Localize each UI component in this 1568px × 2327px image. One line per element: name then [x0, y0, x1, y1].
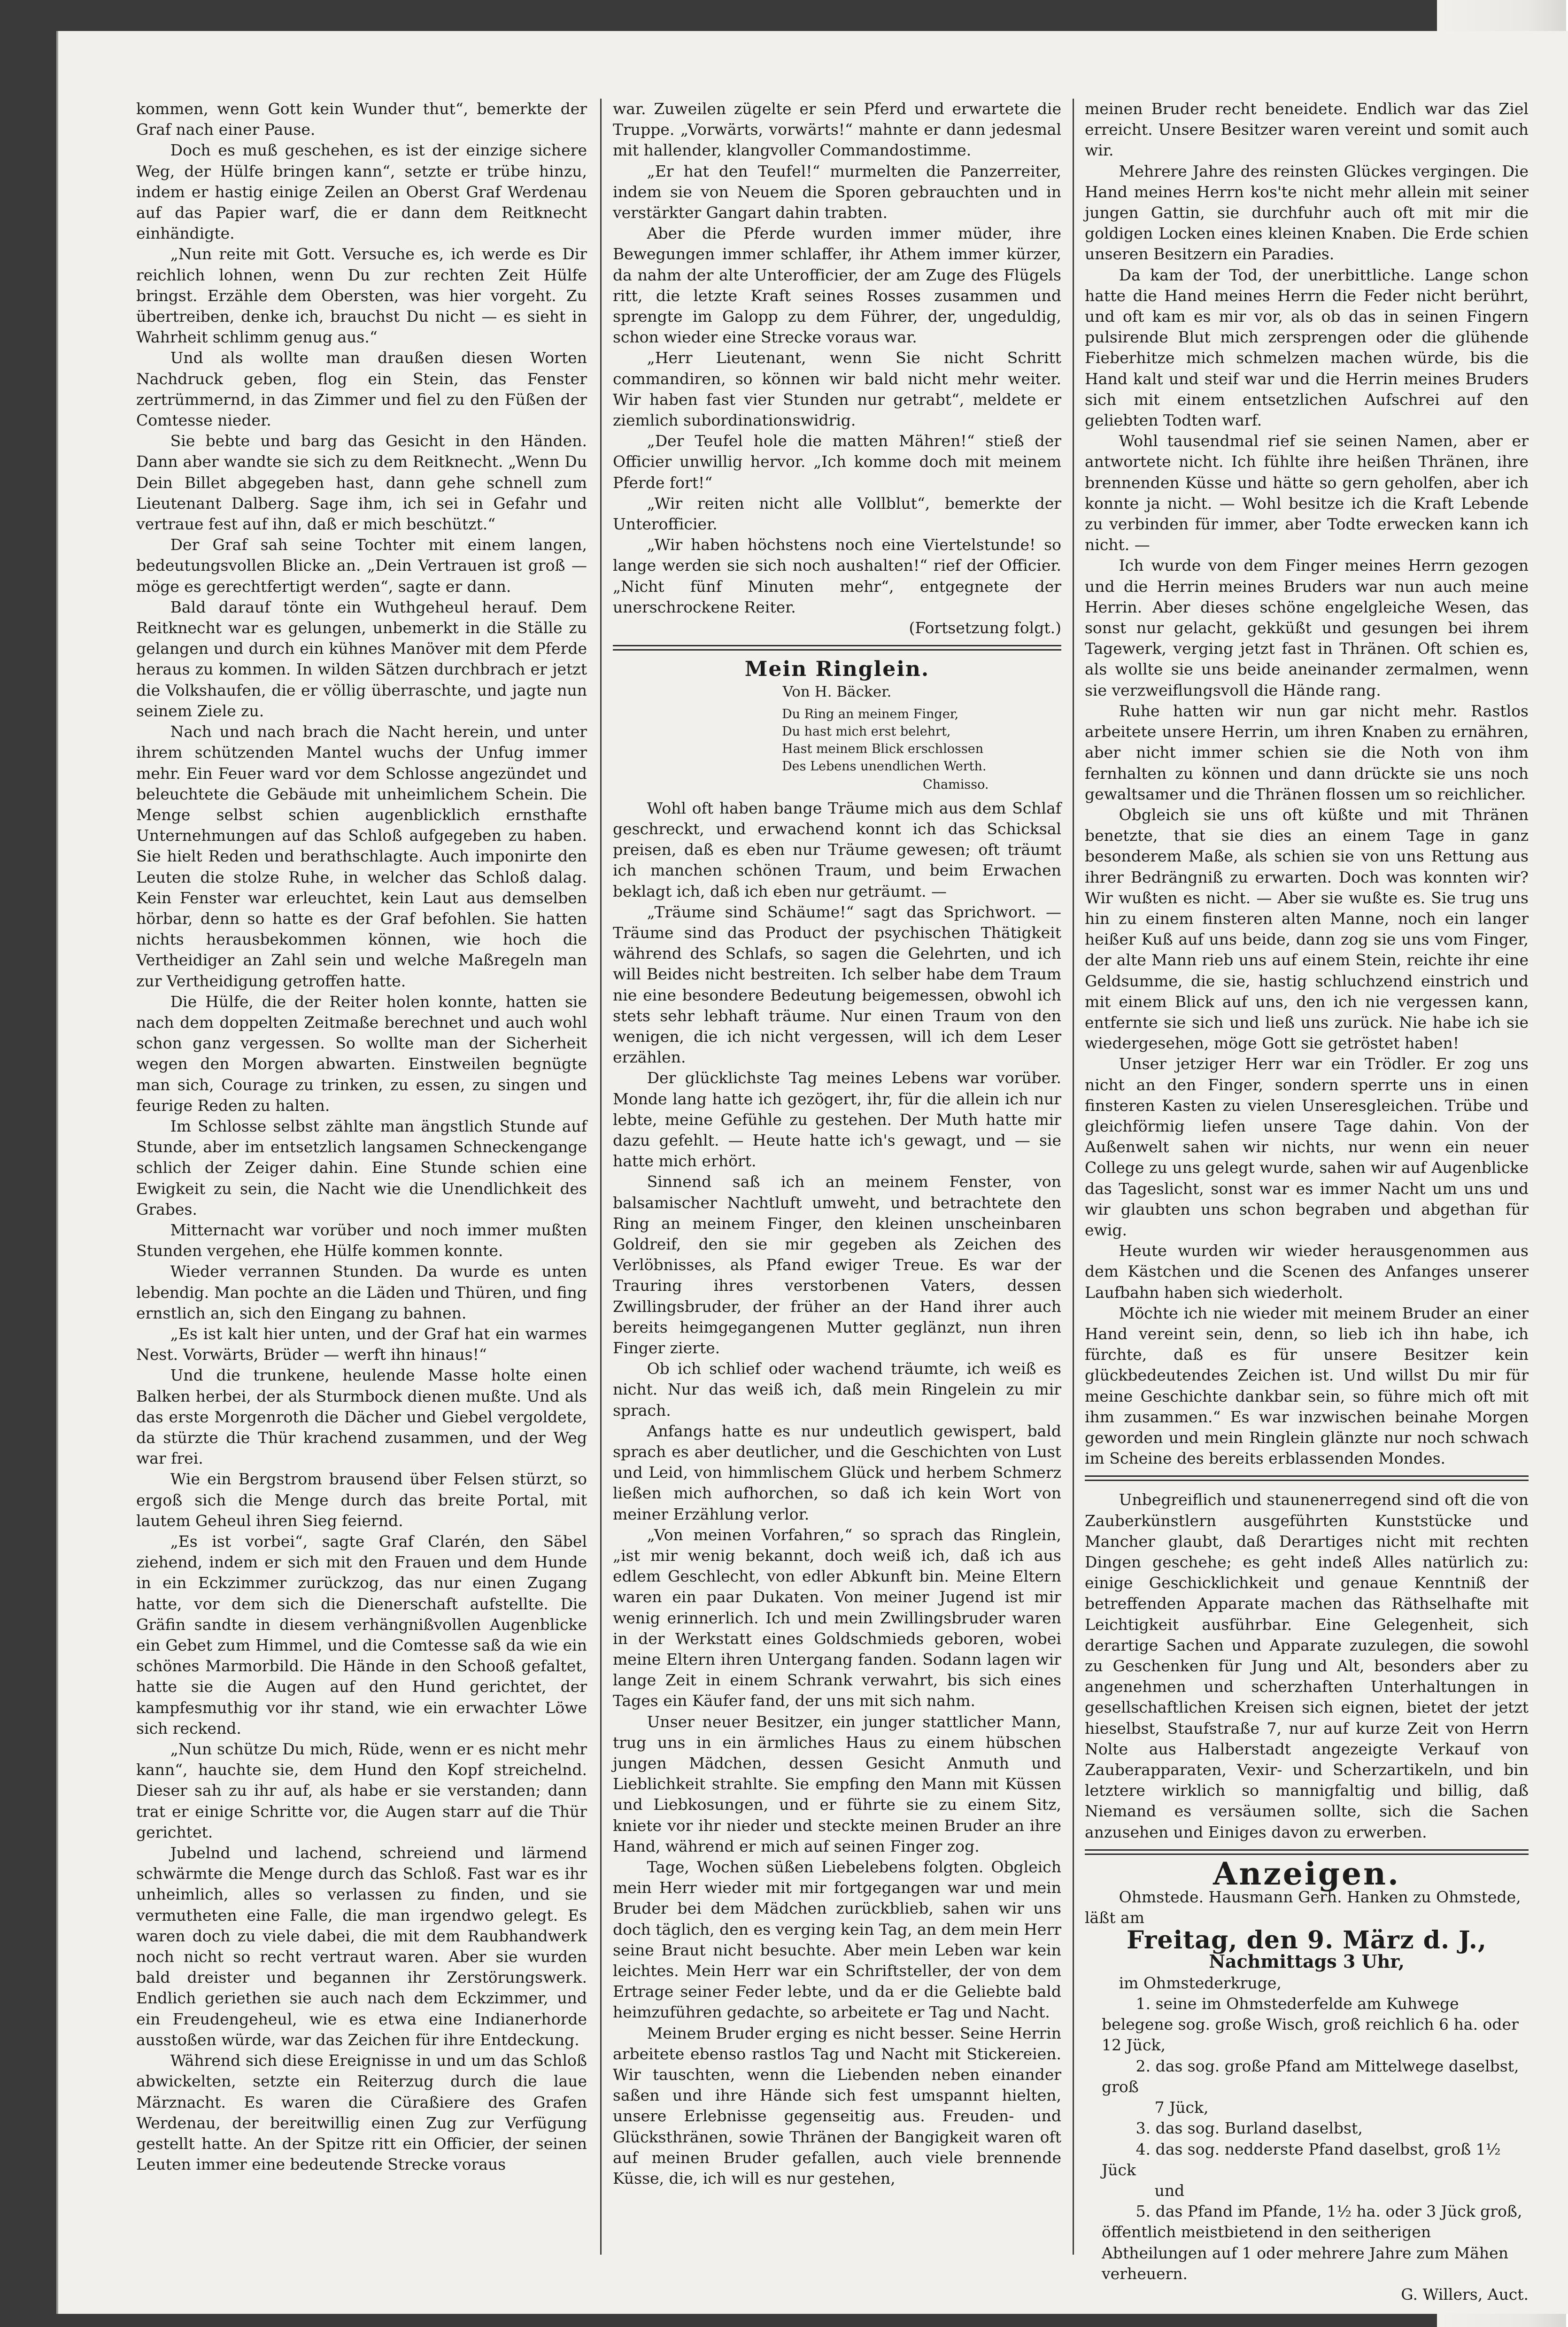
column-rule-right [1073, 99, 1074, 2255]
paragraph: „Herr Lieutenant, wenn Sie nicht Schritt commandiren, so können wir bald nicht mehr weiter. Wir haben fast vier Stunden nur getrabt“, meldete er ziemlich subordinationswidrig. [613, 349, 1061, 430]
ad-item-continuation: und [1154, 2181, 1185, 2200]
right-column [1085, 99, 1529, 2304]
paragraph: „Der Teufel hole die matten Mähren!“ stieß der Officier unwillig hervor. „Ich komme doch mit meinem Pferde fort!“ [613, 432, 1061, 492]
ads-heading: Anzeigen. [1213, 1855, 1400, 1892]
ad-signature: G. Willers, Auct. [1401, 2285, 1529, 2304]
ad-item: 2. das sog. große Pfand am Mittelwege daselbst, groß [1102, 2056, 1519, 2096]
paragraph: Mitternacht war vorüber und noch immer mußten Stunden vergehen, ehe Hülfe kommen konnte. [136, 1220, 587, 1260]
continuation-note [613, 618, 1061, 638]
ad-date: Freitag, den 9. März d. J., [1127, 1926, 1487, 1955]
ad-time: Nachmittags 3 Uhr, [1209, 1950, 1405, 1972]
notice-paragraph: Unbegreiflich und staunenerregend sind oft die von Zauberkünstlern ausgeführten Kunststücke und Mancher glaubt, daß Derartiges nicht mit rechten Dingen geschehe; es geht indeß Alles natürlich zu: einige Geschicklichkeit und genaue Kenntniß der betreffenden Apparate machen das Räthselhafte mit Leichtigkeit ausführbar. Eine Gelegenheit, sich derartige Sachen und Apparate zuzulegen, die sowohl zu Geschenken für Jung und Alt, besonders aber zu angenehmen und scherzhaften Unterhaltungen in gesellschaftlichen Kreisen sich eignen, bietet der jetzt hieselbst, Staufstraße 7, nur auf kurze Zeit von Herrn Nolte aus Halberstadt angezeigte Verkauf von Zauberapparaten, Vexir- und Scherzartikeln, und bin letztere wirklich so mannigfaltig und billig, daß Niemand es versäumen sollte, sich die Sachen anzusehen und Einiges davon zu erwerben. [1085, 1490, 1529, 1841]
paragraph: „Träume sind Schäume!“ sagt das Sprichwort. — Träume sind das Product der psychischen Thätigkeit während des Schlafs, so sagen die Gelehrten, und ich will Beides nicht bestreiten. Ich selber habe dem Traum nie eine besondere Bedeutung beigemessen, obwohl ich stets sehr lebhaft träume. Nur einen Traum von den wenigen, die ich nicht vergessen, will ich dem Leser erzählen. [613, 902, 1061, 1067]
paragraph: Wohl oft haben bange Träume mich aus dem Schlaf geschreckt, und erwachend konnt ich das Schicksal preisen, daß es eben nur Träume gewesen; oft träumt ich manchen schönen Traum, und beim Erwachen beklagt ich, daß ich eben nur geträumt. — [613, 799, 1061, 900]
column-rule-left [600, 99, 602, 2255]
paragraph: Möchte ich nie wieder mit meinem Bruder an einer Hand vereint sein, denn, so lieb ich ihn habe, ich fürchte, daß es für unsere Besitzer kein glückbedeutendes Zeichen ist. Und willst Du mir für meine Geschichte dankbar sein, so führe mich oft mit ihm zusammen.“ Es war inzwischen beinahe Morgen geworden und mein Ringlein glänzte nur noch schwach im Scheine des bereits erblassenden Mondes. [1085, 1303, 1529, 1468]
paragraph: „Er hat den Teufel!“ murmelten die Panzerreiter, indem sie von Neuem die Sporen gebrauchten und in verstärkter Gangart dahin trabten. [613, 162, 1061, 222]
paragraph: Heute wurden wir wieder herausgenommen aus dem Kästchen und die Scenen des Anfanges unserer Laufbahn haben sich wiederholt. [1085, 1241, 1529, 1302]
paragraph: Sie bebte und barg das Gesicht in den Händen. Dann aber wandte sie sich zu dem Reitknecht. „Wenn Du Dein Billet abgegeben hast, dann gehe schnell zum Lieutenant Dalberg. Sage ihm, ich sei in Gefahr und vertraue fest auf ihn, daß er mich beschützt.“ [136, 432, 587, 534]
left-column [136, 99, 587, 2255]
epigraph-line: Hast meinem Blick erschlossen [782, 741, 984, 756]
paragraph: Bald darauf tönte ein Wuthgeheul herauf. Dem Reitknecht war es gelungen, unbemerkt in die Ställe zu gelangen und durch ein kühnes Manöver mit dem Pferde heraus zu kommen. In wilden Sätzen durchbrach er jetzt die Volkshaufen, die er völlig überraschte, und jagte nun seinem Ziele zu. [136, 597, 587, 720]
paragraph: Und als wollte man draußen diesen Worten Nachdruck geben, flog ein Stein, das Fenster zertrümmernd, in das Zimmer und fiel zu den Füßen der Comtesse nieder. [136, 349, 587, 430]
paragraph: Unser neuer Besitzer, ein junger stattlicher Mann, trug uns in ein ärmliches Haus zu einem hübschen jungen Mädchen, dessen Gesicht Anmuth und Lieblichkeit strahlte. Sie empfing den Mann mit Küssen und Liebkosungen, und er führte sie zu einem Sitz, kniete vor ihr nieder und steckte meinen Bruder an ihre Hand, während er mich auf seinen Finger zog. [613, 1712, 1061, 1855]
ad-item: 4. das sog. nedderste Pfand daselbst, groß 1½ Jück [1102, 2140, 1501, 2179]
epigraph-line: Du hast mich erst belehrt, [782, 724, 951, 739]
section-divider [1085, 1849, 1529, 1855]
paragraph: Unser jetziger Herr war ein Trödler. Er zog uns nicht an den Finger, sondern sperrte uns in einen finsteren Kasten zu vielen Unseresgleichen. Trübe und gleichförmig liefen unsere Tage dahin. Von der Außenwelt sahen wir nichts, nur wenn ein neuer College zu uns gelegt wurde, sahen wir auf Augenblicke das Tageslicht, sonst war es immer Nacht um uns und wir glaubten uns schon begraben und abgethan für ewig. [1085, 1055, 1529, 1239]
paragraph: Obgleich sie uns oft küßte und mit Thränen benetzte, that sie dies an einem Tage in ganz besonderem Maße, als schien sie von uns Rettung aus ihrer Bedrängniß zu erwarten. Doch was konnten wir? Wir wußten es nicht. — Aber sie wußte es. Sie trug uns hin zu einem finsteren alten Manne, noch ein langer heißer Kuß auf uns beide, dann zog sie uns vom Finger, der alte Mann rieb uns auf einem Stein, reichte ihr eine Geldsumme, die sie, hastig schluchzend einstrich und mit einem Blick auf uns, den ich nie vergessen kann, entfernte sie sich und ließ uns zurück. Nie habe ich sie wiedergesehen, möge Gott sie getröstet haben! [1085, 805, 1529, 1053]
paragraph: Wohl tausendmal rief sie seinen Namen, aber er antwortete nicht. Ich fühlte ihre heißen Thränen, ihre brennenden Küsse und hätte so gern geholfen, aber ich konnte ja nicht. — Wohl besitze ich die Kraft Lebende zu verbinden für immer, aber Todte erwecken kann ich nicht. — [1085, 432, 1529, 554]
paragraph: Ruhe hatten wir nun gar nicht mehr. Rastlos arbeitete unsere Herrin, um ihren Knaben zu ernähren, aber nicht immer schien sie die Noth von ihm fernhalten zu können und dann drückte sie uns noch gewaltsamer und die Thränen flossen um so reichlicher. [1085, 701, 1529, 803]
section-divider [613, 645, 1061, 651]
paragraph: „Nun reite mit Gott. Versuche es, ich werde es Dir reichlich lohnen, wenn Du zur rechten Zeit Hülfe bringst. Erzähle dem Obersten, was hier vorgeht. Zu übertreiben, denke ich, brauchst Du nicht — es sieht in Wahrheit schlimm genug aus.“ [136, 245, 587, 347]
paragraph: Im Schlosse selbst zählte man ängstlich Stunde auf Stunde, aber im entsetzlich langsamen Schneckengange schlich der Zeiger dahin. Eine Stunde schien eine Ewigkeit zu sein, die Nacht wie die Unendlichkeit des Grabes. [136, 1117, 587, 1218]
epigraph [782, 706, 1061, 775]
middle-column [613, 99, 1061, 2255]
paragraph: Wie ein Bergstrom brausend über Felsen stürzt, so ergoß sich die Menge durch das breite Portal, mit lautem Geheul ihren Sieg feiernd. [136, 1470, 587, 1530]
paragraph: Anfangs hatte es nur undeutlich gewispert, bald sprach es aber deutlicher, und die Geschichten von Lust und Leid, von himmlischem Glück und herbem Schmerz ließen mich aufhorchen, so daß ich kein Wort von meiner Erzählung verlor. [613, 1421, 1061, 1523]
ad-item: 3. das sog. Burland daselbst, [1135, 2119, 1363, 2138]
paragraph: „Es ist vorbei“, sagte Graf Clarén, den Säbel ziehend, indem er sich mit den Frauen und dem Hunde in ein Eckzimmer zurückzog, das nur einen Zugang hatte, vor dem sich die Dienerschaft aufstellte. Die Gräfin sandte in diesem verhängnißvollen Augenblicke ein Gebet zum Himmel, und die Comtesse saß da wie ein schönes Marmorbild. Die Hände in den Schooß gefaltet, hatte sie die Augen auf den Hund gerichtet, der kampfesmuthig vor ihr stand, wie ein erwachter Löwe sich reckend. [136, 1532, 587, 1737]
ad-intro: Ohmstede. Hausmann Gerh. Hanken zu Ohmstede, läßt am [1085, 1888, 1521, 1927]
ad-item: 1. seine im Ohmstederfelde am Kuhwege belegene sog. große Wisch, groß reichlich 6 ha. oder 12 Jück, [1102, 1994, 1519, 2055]
paragraph: „Wir haben höchstens noch eine Viertelstunde! so lange werden sie sich noch aushalten!“ rief der Officier. „Nicht fünf Minuten mehr“, entgegnete der unerschrockene Reiter. [613, 535, 1061, 616]
paragraph: Mehrere Jahre des reinsten Glückes vergingen. Die Hand meines Herrn kos'te nicht mehr allein mit seiner jungen Gattin, sie durchfuhr auch oft mit mir die goldigen Locken eines kleinen Knaben. Die Erde schien unseren Besitzern ein Paradies. [1085, 162, 1529, 264]
paragraph: war. Zuweilen zügelte er sein Pferd und erwartete die Truppe. „Vorwärts, vorwärts!“ mahnte er dann jedesmal mit hallender, klangvoller Commandostimme. [613, 100, 1061, 160]
paragraph: Da kam der Tod, der unerbittliche. Lange schon hatte die Hand meines Herrn die Feder nicht berührt, und oft kam es mir vor, als ob das in seinen Fingern pulsirende Blut mich zersprengen oder die glühende Fieberhitze mich schmelzen machen würde, bis die Hand kalt und steif war und die Herrin meines Bruders sich mit einem entsetzlichen Aufschrei auf den geliebten Todten warf. [1085, 265, 1529, 430]
epigraph-source-row [782, 776, 1061, 793]
paragraph: Und die trunkene, heulende Masse holte einen Balken herbei, der als Sturmbock dienen mußte. Und als das erste Morgenroth die Dächer und Giebel vergoldete, da stürzte die Thür krachend zusammen, und der Weg war frei. [136, 1366, 587, 1468]
section-divider [1085, 1475, 1529, 1481]
paragraph: „Von meinen Vorfahren,“ so sprach das Ringlein, „ist mir wenig bekannt, doch weiß ich, daß ich aus edlem Geschlecht, von edler Abkunft bin. Meine Eltern waren ein paar Dukaten. Von meiner Jugend ist mir wenig erinnerlich. Ich und mein Zwillingsbruder waren in der Werkstatt eines Goldschmieds geboren, wobei meine Eltern ihren Untergang fanden. Sodann lagen wir lange Zeit in einem Schrank verwahrt, bis sich eines Tages ein Käufer fand, der uns mit sich nahm. [613, 1525, 1061, 1710]
paragraph: Ich wurde von dem Finger meines Herrn gezogen und die Herrin meines Bruders war nun auch meine Herrin. Aber dieses schöne engelgleiche Wesen, das sonst nur gelacht, gekküßt und gesungen bei ihrem Tagewerk, verging jetzt fast in Thränen. Oft schien es, als wollte sie uns beide aneinander zermalmen, wenn sie verzweiflungsvoll die Hände rang. [1085, 556, 1529, 699]
paragraph: Meinem Bruder erging es nicht besser. Seine Herrin arbeitete ebenso rastlos Tag und Nacht mit Stickereien. Wir tauschten, wenn die Liebenden neben einander saßen und ihre Hände sich fest umspannt hielten, unsere Erlebnisse gegenseitig aus. Freuden- und Glücksthränen, sowie Thränen der Bangigkeit waren oft auf meinen Bruder gefallen, auch viele brennende Küsse, die, ich will es nur gestehen, [613, 2024, 1061, 2188]
paragraph: Die Hülfe, die der Reiter holen konnte, hatten sie nach dem doppelten Zeitmaße berechnet und auch wohl schon ganz vergessen. So wollte man der Sicherheit wegen den Morgen abwarten. Einstweilen begnügte man sich, Courage zu trinken, zu essen, zu singen und feurige Reden zu halten. [136, 992, 587, 1115]
paragraph: Tage, Wochen süßen Liebelebens folgten. Obgleich mein Herr wieder mit mir fortgegangen war und mein Bruder bei dem Mädchen zurückblieb, sahen wir uns doch täglich, den es verging kein Tag, an dem mein Herr seine Braut nicht besuchte. Aber mein Leben war kein leichtes. Mein Herr war ein Schriftsteller, der von dem Ertrage seiner Feder lebte, und da er die Geliebte bald heimzuführen gedachte, so arbeitete er Tag und Nacht. [613, 1858, 1061, 2022]
paragraph: Wieder verrannen Stunden. Da wurde es unten lebendig. Man pochte an die Läden und Thüren, und fing ernstlich an, sich den Eingang zu bahnen. [136, 1262, 587, 1322]
story-author: Von H. Bäcker. [782, 683, 892, 701]
paragraph: Aber die Pferde wurden immer müder, ihre Bewegungen immer schlaffer, ihr Athem immer kürzer, da nahm der alte Unterofficier, der am Zuge des Flügels ritt, die letzte Kraft seines Rosses zusammen und sprengte im Galopp zu dem Führer, der, ungeduldig, schon wieder eine Strecke voraus war. [613, 224, 1061, 347]
epigraph-line: Du Ring an meinem Finger, [782, 706, 959, 721]
paragraph: Der glücklichste Tag meines Lebens war vorüber. Monde lang hatte ich gezögert, ihr, für die allein ich nur lebte, meine Gefühle zu gestehen. Der Muth hatte mir dazu gefehlt. — Heute hatte ich's gewagt, und — sie hatte mich erhört. [613, 1069, 1061, 1171]
epigraph-line: Des Lebens unendlichen Werth. [782, 759, 987, 774]
paragraph: Ob ich schlief oder wachend träumte, ich weiß es nicht. Nur das weiß ich, daß mein Ringelein zu mir sprach. [613, 1359, 1061, 1419]
paragraph: Doch es muß geschehen, es ist der einzige sichere Weg, der Hülfe bringen kann“, setzte er trübe hinzu, indem er hastig einige Zeilen an Oberst Graf Werdenau auf das Papier warf, die er dann dem Reitknecht einhändigte. [136, 141, 587, 243]
continuation-text: (Fortsetzung folgt.) [909, 619, 1061, 637]
story-title: Mein Ringlein. [744, 657, 930, 682]
paragraph: meinen Bruder recht beneidete. Endlich war das Ziel erreicht. Unsere Besitzer waren vereint und somit auch wir. [1085, 100, 1529, 160]
paragraph: „Es ist kalt hier unten, und der Graf hat ein warmes Nest. Vorwärts, Brüder — werft ihn hinaus!“ [136, 1324, 587, 1364]
paragraph: „Nun schütze Du mich, Rüde, wenn er es nicht mehr kann“, hauchte sie, dem Hund den Kopf streichelnd. Dieser sah zu ihr auf, als habe er sie verstanden; dann trat er einige Schritte vor, die Augen starr auf die Thür gerichtet. [136, 1740, 587, 1841]
epigraph-source: Chamisso. [923, 777, 989, 792]
paragraph: Sinnend saß ich an meinem Fenster, von balsamischer Nachtluft umweht, und betrachtete den Ring an meinem Finger, den kleinen unscheinbaren Goldreif, den sie mir gegeben als Zeichen des Verlöbnisses, als Pfand ewiger Treue. Es war der Trauring ihres verstorbenen Vaters, dessen Zwillingsbruder, der früher an der Hand ihrer auch bereits heimgegangenen Mutter geglänzt, nun ihren Finger zierte. [613, 1172, 1061, 1357]
ad-item-continuation: 7 Jück, [1154, 2098, 1209, 2117]
paragraph: „Wir reiten nicht alle Vollblut“, bemerkte der Unterofficier. [613, 494, 1061, 534]
paragraph: Nach und nach brach die Nacht herein, und unter ihrem schützenden Mantel wuchs der Unfug immer mehr. Ein Feuer ward vor dem Schlosse angezündet und beleuchtete die Gebäude mit unheimlichem Schein. Die Menge selbst schien augenblicklich ernsthafte Unternehmungen auf das Schloß aufgegeben zu haben. Sie hielt Reden und berathschlagte. Auch imponirte den Leuten die stolze Ruhe, in welcher das Schloß dalag. Kein Fenster war erleuchtet, kein Laut aus demselben hörbar, denn so hatte es der Graf befohlen. Sie hatten nichts herausbekommen können, wie hoch die Vertheidiger an Zahl sein und welche Maßregeln man zur Vertheidigung getroffen hatte. [136, 722, 587, 990]
ad-item: 5. das Pfand im Pfande, 1½ ha. oder 3 Jück groß, öffentlich meistbietend in den seitherigen Abtheilungen auf 1 oder mehrere Jahre zum Mähen verheuern. [1102, 2202, 1522, 2283]
paragraph: kommen, wenn Gott kein Wunder thut“, bemerkte der Graf nach einer Pause. [136, 100, 587, 139]
paragraph: Während sich diese Ereignisse in und um das Schloß abwickelten, setzte ein Reiterzug durch die laue Märznacht. Es waren die Cüraßiere des Grafen Werdenau, der bereitwillig einen Zug zur Verfügung gestellt hatte. An der Spitze ritt ein Officier, der seinen Leuten immer eine bedeutende Strecke voraus [136, 2051, 587, 2174]
ad-location: im Ohmstederkruge, [1119, 1973, 1282, 1992]
paragraph: Jubelnd und lachend, schreiend und lärmend schwärmte die Menge durch das Schloß. Fast war es ihr unheimlich, alles so verlassen zu finden, und sie vermutheten eine Falle, die man irgendwo gelegt. Es waren doch zu viele dabei, die mit dem Raubhandwerk noch nicht so recht vertraut waren. Aber sie wurden bald dreister und begannen ihr Zerstörungswerk. Endlich geriethen sie auch nach dem Eckzimmer, und ein Freudengeheul, wie es etwa eine Indianerhorde ausstoßen würde, war das Zeichen für ihre Entdeckung. [136, 1844, 587, 2049]
paragraph: Der Graf sah seine Tochter mit einem langen, bedeutungsvollen Blicke an. „Dein Vertrauen ist groß — möge es gerechtfertigt werden“, sagte er dann. [136, 535, 587, 596]
